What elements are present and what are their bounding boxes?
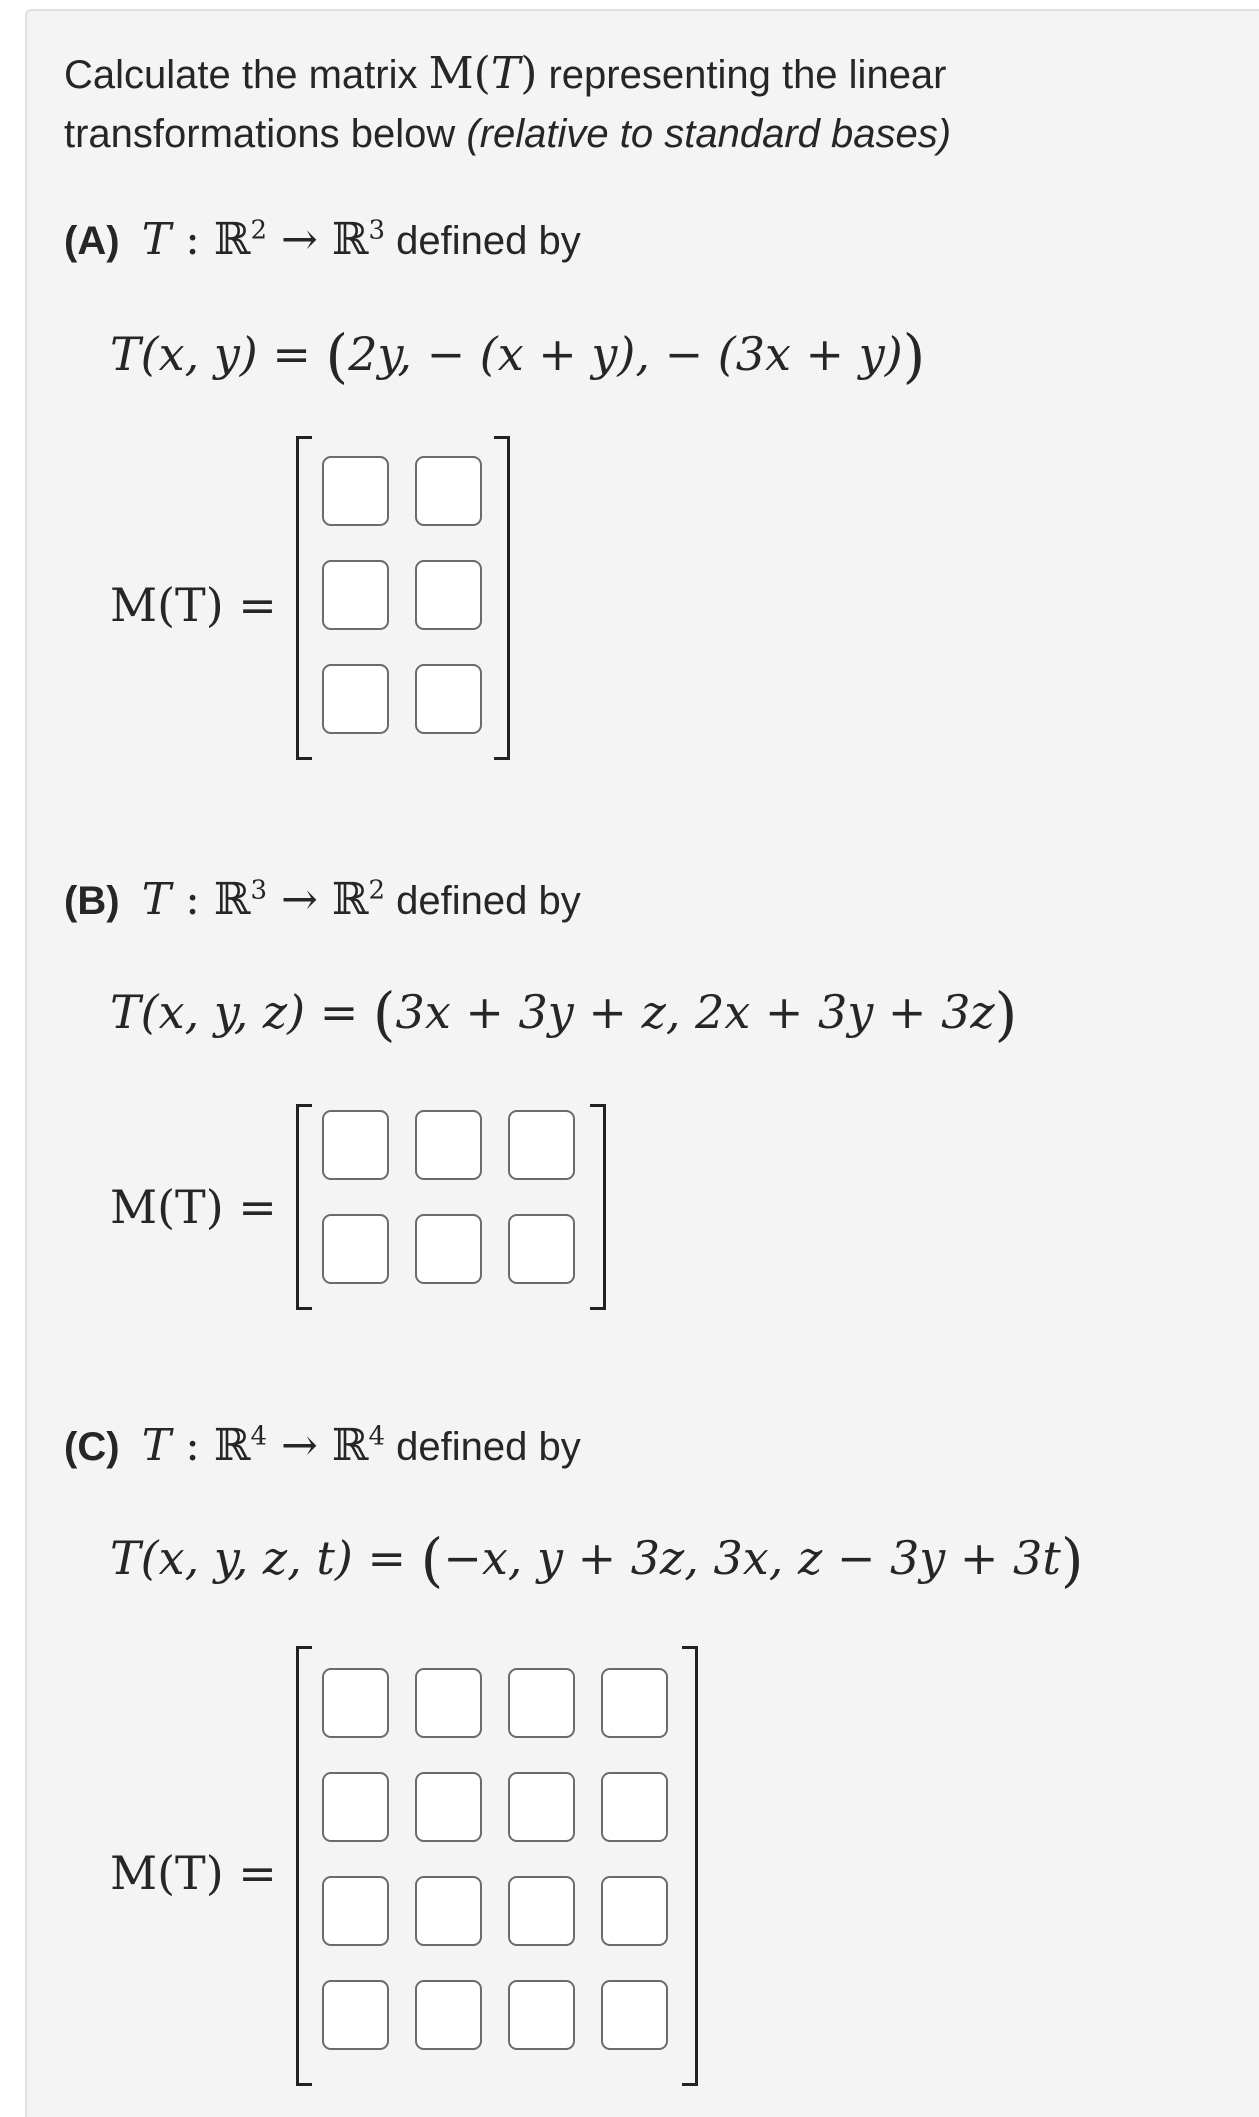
part-b-cell-r2-c2[interactable] [415, 1214, 482, 1284]
part-c-label: (C) [64, 1425, 120, 1469]
part-c-left-bracket [296, 1646, 312, 2086]
part-c-cell-r4-c3[interactable] [508, 1980, 575, 2050]
part-c-formula: T(x, y, z, t) = (−x, y + 3z, 3x, z − 3y + 3t) [110, 1526, 1084, 1594]
part-a-right-bracket [494, 436, 510, 760]
part-c-cell-r2-c2[interactable] [415, 1772, 482, 1842]
part-c-right-bracket [682, 1646, 698, 2086]
part-a-label: (A) [64, 219, 120, 263]
part-b-heading: (B) T : ℝ$^3$ → ℝ$^2$ defined by [64, 874, 581, 925]
part-b-right-bracket [590, 1104, 606, 1310]
part-b-cell-r1-c2[interactable] [415, 1110, 482, 1180]
part-b-cell-r2-c3[interactable] [508, 1214, 575, 1284]
part-a-cell-r2-c2[interactable] [415, 560, 482, 630]
part-b-matrix-lhs: M(T) = [110, 1180, 277, 1234]
part-c-cell-r4-c2[interactable] [415, 1980, 482, 2050]
part-c-cell-r1-c3[interactable] [508, 1668, 575, 1738]
part-a-formula: T(x, y) = (2y, − (x + y), − (3x + y)) [110, 322, 926, 390]
part-b-formula: T(x, y, z) = (3x + 3y + z, 2x + 3y + 3z) [110, 980, 1018, 1048]
part-b-left-bracket [296, 1104, 312, 1310]
part-a-cell-r3-c2[interactable] [415, 664, 482, 734]
part-c-cell-r1-c1[interactable] [322, 1668, 389, 1738]
part-c-cell-r1-c2[interactable] [415, 1668, 482, 1738]
part-a-heading: (A) T : ℝ$^2$ → ℝ$^3$ defined by [64, 214, 581, 265]
part-c-cell-r3-c3[interactable] [508, 1876, 575, 1946]
part-c-cell-r3-c2[interactable] [415, 1876, 482, 1946]
part-a-matrix-lhs: M(T) = [110, 578, 277, 632]
part-c-matrix-lhs: M(T) = [110, 1846, 277, 1900]
part-a-cell-r2-c1[interactable] [322, 560, 389, 630]
part-a-left-bracket [296, 436, 312, 760]
part-c-cell-r2-c3[interactable] [508, 1772, 575, 1842]
part-b-label: (B) [64, 879, 120, 923]
intro-line-1: Calculate the matrix M(T) representing the linear [64, 48, 947, 99]
part-c-cell-r3-c1[interactable] [322, 1876, 389, 1946]
part-a-cell-r1-c1[interactable] [322, 456, 389, 526]
part-b-cell-r2-c1[interactable] [322, 1214, 389, 1284]
part-a-cell-r1-c2[interactable] [415, 456, 482, 526]
part-c-cell-r4-c1[interactable] [322, 1980, 389, 2050]
part-c-cell-r4-c4[interactable] [601, 1980, 668, 2050]
part-c-cell-r2-c4[interactable] [601, 1772, 668, 1842]
part-c-heading: (C) T : ℝ$^4$ → ℝ$^4$ defined by [64, 1420, 581, 1471]
intro-line-2: transformations below (relative to standard bases) [64, 112, 952, 156]
part-c-cell-r1-c4[interactable] [601, 1668, 668, 1738]
part-c-cell-r2-c1[interactable] [322, 1772, 389, 1842]
part-b-cell-r1-c1[interactable] [322, 1110, 389, 1180]
part-b-cell-r1-c3[interactable] [508, 1110, 575, 1180]
part-a-cell-r3-c1[interactable] [322, 664, 389, 734]
part-c-cell-r3-c4[interactable] [601, 1876, 668, 1946]
